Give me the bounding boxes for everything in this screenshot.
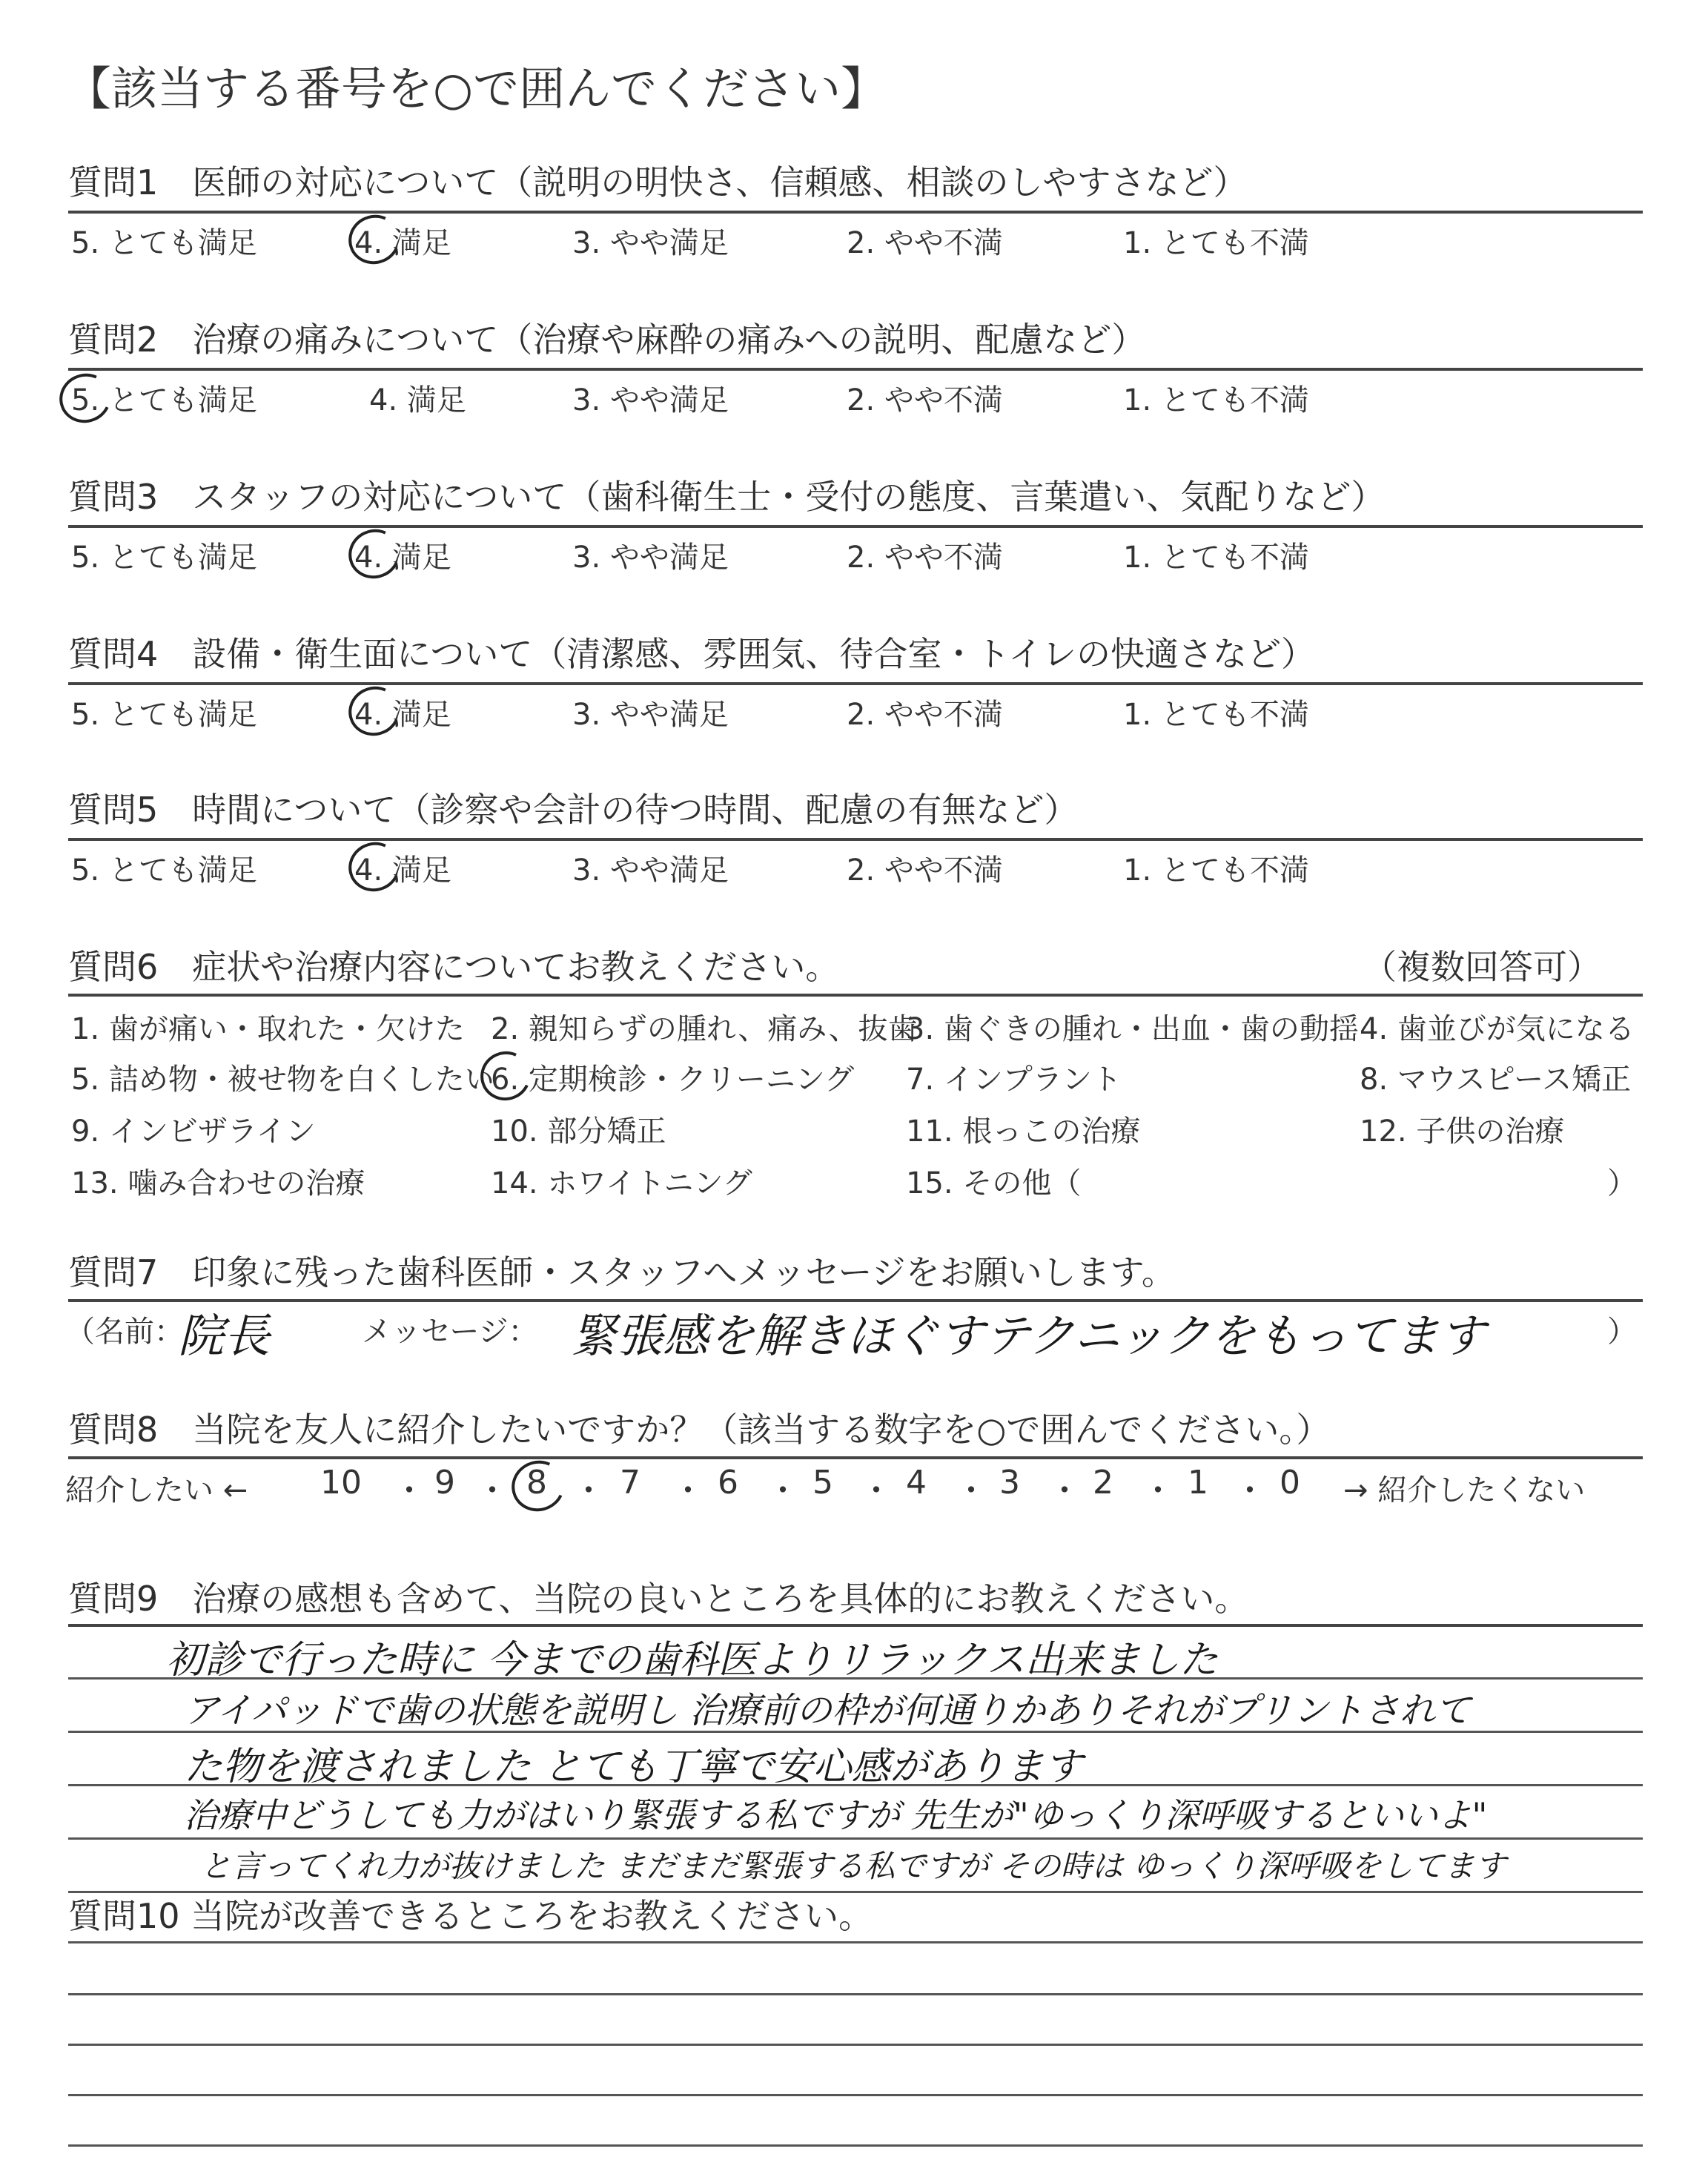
question-9-title: 質問9 治療の感想も含めて、当院の良いところを具体的にお教えください。 <box>68 1579 1249 1619</box>
name-label: （名前： <box>65 1315 184 1349</box>
handwritten-answer-line[interactable]: 治療中どうしても力がはいり緊張する私ですが 先生が"ゆっくり深呼吸するといいよ" <box>184 1795 1488 1835</box>
hand-drawn-circle-mark <box>342 835 407 899</box>
recommend-right-label: → 紹介したくない <box>1343 1473 1586 1507</box>
hand-drawn-circle-mark <box>505 1453 572 1519</box>
handwritten-message[interactable]: 緊張感を解きほぐすテクニックをもってます <box>571 1309 1486 1363</box>
rating-number-6[interactable]: 6 <box>718 1464 738 1502</box>
answer-line <box>68 1837 1643 1840</box>
answer-line <box>68 2144 1643 2147</box>
rating-number-5[interactable]: 5 <box>812 1464 833 1502</box>
rating-number-2[interactable]: 2 <box>1093 1464 1113 1502</box>
handwritten-answer-line[interactable]: アイパッドで歯の状態を説明し 治療前の枠が何通りかありそれがプリントされて <box>184 1690 1472 1731</box>
divider <box>68 525 1643 528</box>
question-10-title: 質問10 当院が改善できるところをお教えください。 <box>68 1896 873 1936</box>
q3-option-3[interactable]: 3. やや満足 <box>572 541 729 575</box>
q2-option-2[interactable]: 2. やや不満 <box>847 383 1003 417</box>
answer-line <box>68 2044 1643 2046</box>
answer-line <box>68 1941 1643 1943</box>
separator-dot: ・ <box>476 1472 509 1510</box>
q4-option-4[interactable]: 4. 満足 <box>354 698 451 732</box>
divider <box>68 994 1643 997</box>
message-label: メッセージ： <box>362 1315 538 1349</box>
rating-number-3[interactable]: 3 <box>999 1464 1020 1502</box>
rating-number-0[interactable]: 0 <box>1280 1464 1300 1502</box>
question-3-title: 質問3 スタッフの対応について（歯科衛生士・受付の態度、言葉遣い、気配りなど） <box>68 477 1386 517</box>
q3-option-1[interactable]: 1. とても不満 <box>1123 541 1309 575</box>
rating-number-1[interactable]: 1 <box>1188 1464 1208 1502</box>
q6-item[interactable]: 13. 噛み合わせの治療 <box>71 1166 365 1200</box>
q6-item[interactable]: 14. ホワイトニング <box>491 1166 752 1200</box>
handwritten-answer-line[interactable]: た物を渡されました とても丁寧で安心感があります <box>184 1745 1083 1789</box>
q6-item[interactable]: 1. 歯が痛い・取れた・欠けた <box>71 1012 465 1046</box>
q1-option-4[interactable]: 4. 満足 <box>354 226 451 260</box>
separator-dot: ・ <box>393 1472 426 1510</box>
message-close: ） <box>1607 1315 1637 1349</box>
rating-number-9[interactable]: 9 <box>434 1464 455 1502</box>
q6-item[interactable]: 10. 部分矯正 <box>491 1114 666 1149</box>
question-4-title: 質問4 設備・衛生面について（清潔感、雰囲気、待合室・トイレの快適さなど） <box>68 634 1316 674</box>
q6-item[interactable]: 9. インビザライン <box>71 1114 316 1149</box>
divider <box>68 838 1643 841</box>
q2-option-3[interactable]: 3. やや満足 <box>572 383 729 417</box>
q3-option-4[interactable]: 4. 満足 <box>354 541 451 575</box>
handwritten-answer-line[interactable]: 初診で行った時に 今までの歯科医よりリラックス出来ました <box>166 1638 1218 1682</box>
q6-item[interactable]: 11. 根っこの治療 <box>906 1114 1141 1149</box>
q5-option-3[interactable]: 3. やや満足 <box>572 853 729 888</box>
hand-drawn-circle-mark <box>342 522 407 586</box>
divider <box>68 682 1643 685</box>
q6-item[interactable]: 7. インプラント <box>906 1063 1122 1097</box>
form-heading: 【該当する番号を○で囲んでください】 <box>65 62 887 116</box>
q5-option-4[interactable]: 4. 満足 <box>354 853 451 888</box>
handwritten-name[interactable]: 院長 <box>178 1309 271 1363</box>
q2-option-5[interactable]: 5. とても満足 <box>71 383 257 417</box>
separator-dot: ・ <box>767 1472 799 1510</box>
rating-number-7[interactable]: 7 <box>620 1464 640 1502</box>
question-2-title: 質問2 治療の痛みについて（治療や麻酔の痛みへの説明、配慮など） <box>68 320 1146 360</box>
separator-dot: ・ <box>860 1472 893 1510</box>
q6-item[interactable]: 4. 歯並びが気になる <box>1360 1012 1635 1046</box>
hand-drawn-circle-mark <box>53 366 118 430</box>
q2-option-1[interactable]: 1. とても不満 <box>1123 383 1309 417</box>
q1-option-1[interactable]: 1. とても不満 <box>1123 226 1309 260</box>
q6-item[interactable]: 6. 定期検診・クリーニング <box>491 1063 855 1097</box>
q6-item[interactable]: 8. マウスピース矯正 <box>1360 1063 1632 1097</box>
q5-option-2[interactable]: 2. やや不満 <box>847 853 1003 888</box>
rating-number-4[interactable]: 4 <box>906 1464 927 1502</box>
q4-option-5[interactable]: 5. とても満足 <box>71 698 257 732</box>
q6-item[interactable]: 12. 子供の治療 <box>1360 1114 1565 1149</box>
question-8-title: 質問8 当院を友人に紹介したいですか？（該当する数字を○で囲んでください。） <box>68 1410 1331 1450</box>
separator-dot: ・ <box>1048 1472 1081 1510</box>
separator-dot: ・ <box>572 1472 605 1510</box>
separator-dot: ・ <box>1234 1472 1266 1510</box>
question-1-title: 質問1 医師の対応について（説明の明快さ、信頼感、相談のしやすさなど） <box>68 162 1248 202</box>
answer-line <box>68 2094 1643 2096</box>
q6-item[interactable]: 3. 歯ぐきの腫れ・出血・歯の動揺 <box>906 1012 1359 1046</box>
answer-line <box>68 1993 1643 1995</box>
q1-option-2[interactable]: 2. やや不満 <box>847 226 1003 260</box>
q3-option-5[interactable]: 5. とても満足 <box>71 541 257 575</box>
divider <box>68 368 1643 371</box>
q4-option-3[interactable]: 3. やや満足 <box>572 698 729 732</box>
divider <box>68 1456 1643 1459</box>
q1-option-3[interactable]: 3. やや満足 <box>572 226 729 260</box>
q5-option-1[interactable]: 1. とても不満 <box>1123 853 1309 888</box>
divider <box>68 1624 1643 1627</box>
hand-drawn-circle-mark <box>342 208 407 271</box>
recommend-left-label: 紹介したい ← <box>65 1473 248 1507</box>
separator-dot: ・ <box>672 1472 704 1510</box>
rating-number-10[interactable]: 10 <box>320 1464 362 1502</box>
q3-option-2[interactable]: 2. やや不満 <box>847 541 1003 575</box>
q5-option-5[interactable]: 5. とても満足 <box>71 853 257 888</box>
q2-option-4[interactable]: 4. 満足 <box>369 383 466 417</box>
q4-option-1[interactable]: 1. とても不満 <box>1123 698 1309 732</box>
q1-option-5[interactable]: 5. とても満足 <box>71 226 257 260</box>
multiple-answers-note: （複数回答可） <box>1363 947 1601 987</box>
separator-dot: ・ <box>1142 1472 1174 1510</box>
rating-number-8[interactable]: 8 <box>526 1464 547 1502</box>
q6-other-close: ） <box>1607 1166 1637 1200</box>
q6-item[interactable]: 5. 詰め物・被せ物を白くしたい <box>71 1063 494 1097</box>
q4-option-2[interactable]: 2. やや不満 <box>847 698 1003 732</box>
question-7-title: 質問7 印象に残った歯科医師・スタッフへメッセージをお願いします。 <box>68 1252 1176 1292</box>
q6-item[interactable]: 15. その他（ <box>906 1166 1082 1200</box>
question-5-title: 質問5 時間について（診察や会計の待つ時間、配慮の有無など） <box>68 790 1079 830</box>
divider <box>68 211 1643 214</box>
q6-item[interactable]: 2. 親知らずの腫れ、痛み、抜歯 <box>491 1012 918 1046</box>
handwritten-answer-line[interactable]: と言ってくれ力が抜けました まだまだ緊張する私ですが その時は ゆっくり深呼吸をしてます <box>200 1848 1506 1884</box>
question-6-title: 質問6 症状や治療内容についてお教えください。 <box>68 947 840 987</box>
hand-drawn-circle-mark <box>342 679 407 743</box>
separator-dot: ・ <box>955 1472 987 1510</box>
